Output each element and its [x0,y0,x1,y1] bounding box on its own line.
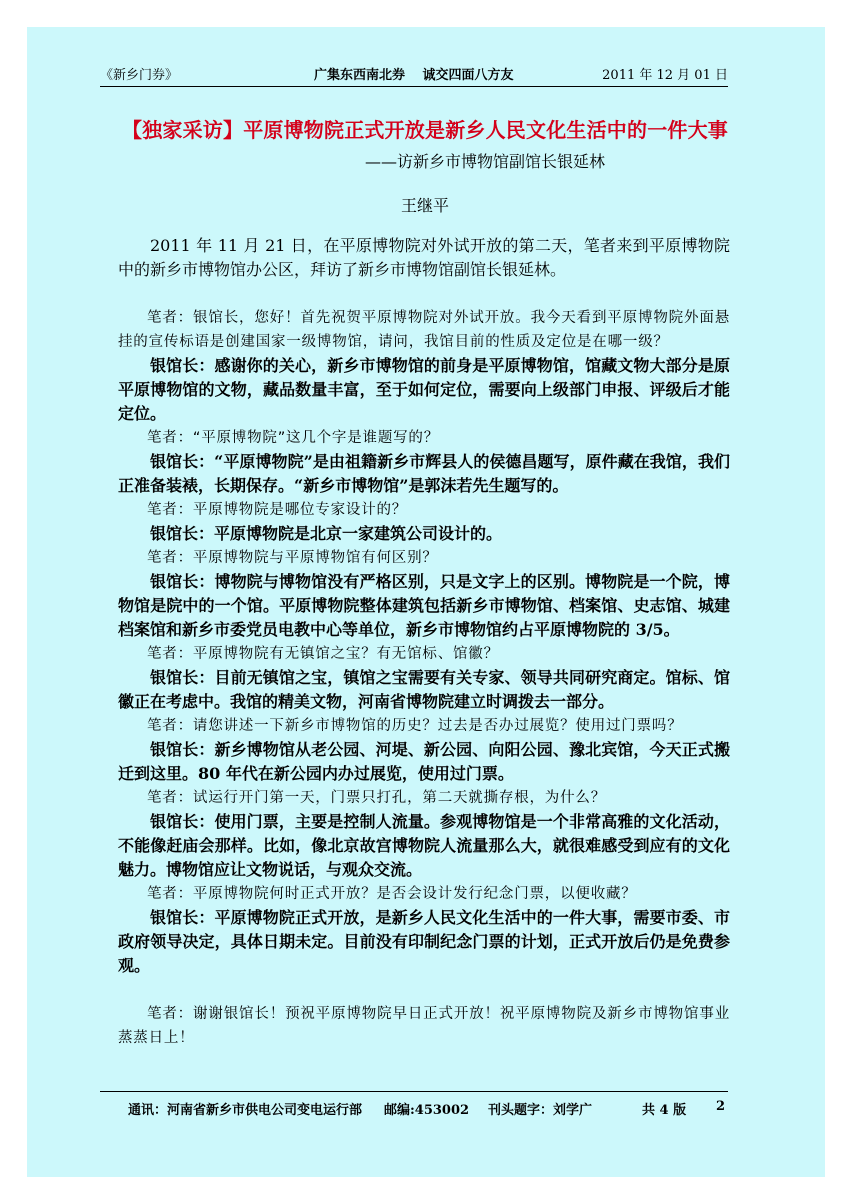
interview-question: 笔者：平原博物院何时正式开放？是否会设计发行纪念门票，以便收藏？ [147,886,637,902]
newsletter-motto: 广集东西南北券 诚交四面八方友 [314,68,514,83]
newsletter-name: 《新乡门券》 [100,68,179,83]
footer-postcode: 邮编:453002 [384,1103,470,1118]
footer-divider [100,1091,728,1092]
page-header [100,64,728,84]
interview-question: 笔者：平原博物院是哪位专家设计的？ [147,502,408,518]
footer-calligraphy-credit: 刊头题字：刘学广 [488,1103,593,1118]
footer-page-number: 2 [716,1099,726,1114]
interview-answer: 银馆长：使用门票，主要是控制人流量。参观博物馆是一个非常高雅的文化活动，不能像赶庙会那样。比如，像北京故宫博物院人流量那么大，就很难感受到应有的文化魅力。博物馆应让文物说话，与观众交流。 [118,812,730,879]
interview-question: 笔者：试运行开门第一天，门票只打孔，第二天就撕存根，为什么？ [147,790,606,806]
interview-question: 笔者：银馆长，您好！首先祝贺平原博物院对外试开放。我今天看到平原博物院外面悬挂的宣传标语是创建国家一级博物馆，请问，我馆目前的性质及定位是在哪一级？ [118,310,730,350]
interview-answer: 银馆长：新乡博物馆从老公园、河堤、新公园、向阳公园、豫北宾馆，今天正式搬迁到这里。80 年代在新公园内办过展览，使用过门票。 [118,740,730,783]
interview-answer: 银馆长：目前无镇馆之宝，镇馆之宝需要有关专家、领导共同研究商定。馆标、馆徽正在考虑中。我馆的精美文物，河南省博物院建立时调拨去一部分。 [118,668,730,711]
article-title: 【独家采访】平原博物院正式开放是新乡人民文化生活中的一件大事 [122,118,728,142]
interview-qa-list [118,306,730,978]
footer-address: 通讯：河南省新乡市供电公司变电运行部 [128,1103,363,1118]
interview-question: 笔者：请您讲述一下新乡市博物馆的历史？过去是否办过展览？使用过门票吗？ [147,718,683,734]
interview-answer: 银馆长：感谢你的关心，新乡市博物馆的前身是平原博物馆，馆藏文物大部分是原平原博物馆的文物，藏品数量丰富，至于如何定位，需要向上级部门申报、评级后才能定位。 [118,356,730,423]
interview-answer: 银馆长：“平原博物院”是由祖籍新乡市辉县人的侯德昌题写，原件藏在我馆，我们正准备装裱，长期保存。“新乡市博物馆”是郭沫若先生题写的。 [118,452,730,495]
issue-date: 2011 年 12 月 01 日 [602,68,728,83]
article-body [118,234,730,1050]
interview-question: 笔者：平原博物院与平原博物馆有何区别？ [147,550,438,566]
intro-paragraph: 2011 年 11 月 21 日，在平原博物院对外试开放的第二天，笔者来到平原博物院中的新乡市博物馆办公区，拜访了新乡市博物馆副馆长银延林。 [118,236,730,279]
closing-paragraph: 笔者：谢谢银馆长！预祝平原博物院早日正式开放！祝平原博物院及新乡市博物馆事业蒸蒸日上！ [118,1006,730,1046]
interview-question: 笔者：“平原博物院”这几个字是谁题写的？ [147,430,440,446]
interview-question: 笔者：平原博物院有无镇馆之宝？有无馆标、馆徽？ [147,646,499,662]
article-author: 王继平 [400,196,449,215]
interview-answer: 银馆长：平原博物院是北京一家建筑公司设计的。 [150,524,503,543]
article-subtitle: ——访新乡市博物馆副馆长银延林 [364,152,605,171]
header-divider [100,86,728,87]
interview-answer: 银馆长：平原博物院正式开放，是新乡人民文化生活中的一件大事，需要市委、市政府领导决定，具体日期未定。目前没有印制纪念门票的计划，正式开放后仍是免费参观。 [118,908,730,975]
interview-answer: 银馆长：博物院与博物馆没有严格区别，只是文字上的区别。博物院是一个院，博物馆是院中的一个馆。平原博物院整体建筑包括新乡市博物馆、档案馆、史志馆、城建档案馆和新乡市委党员电教中心等单位，新乡市博物馆约占平原博物院的 3/5。 [118,572,730,639]
footer-total-pages: 共 4 版 [642,1103,687,1118]
